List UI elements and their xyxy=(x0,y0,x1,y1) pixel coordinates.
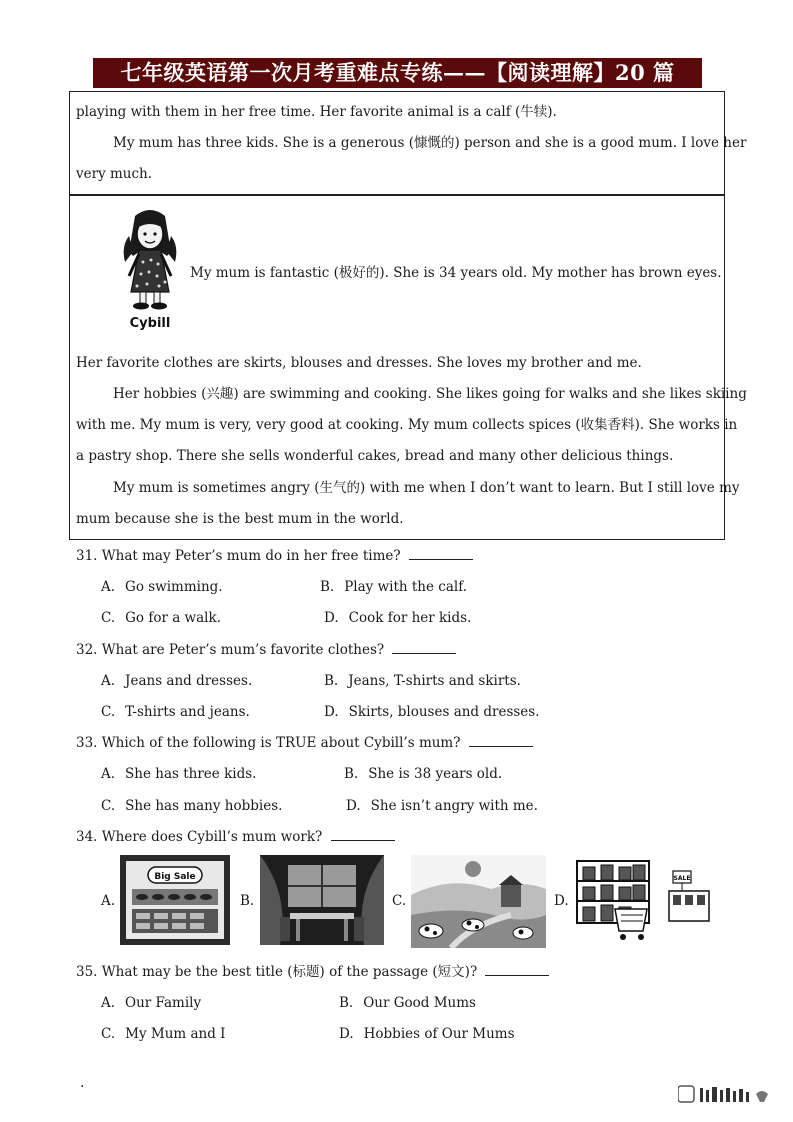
option-33-b[interactable]: B. She is 38 years old. xyxy=(344,766,503,782)
option-33-a[interactable]: A. She has three kids. xyxy=(101,766,257,782)
question-number: 33. xyxy=(76,735,98,751)
question-31 xyxy=(76,547,473,565)
passage-2-line-7: mum because she is the best mum in the world. xyxy=(76,511,404,527)
cybill-caption: Cybill xyxy=(129,316,171,331)
supermarket-picture[interactable] xyxy=(575,855,713,945)
option-33-d[interactable]: D. She isn’t angry with me. xyxy=(346,798,538,814)
question-text: Where does Cybill’s mum work? xyxy=(101,829,323,845)
cybill-girl-image xyxy=(115,206,185,331)
picture-label-b[interactable]: B. xyxy=(240,893,255,909)
option-35-b[interactable]: B. Our Good Mums xyxy=(339,995,476,1011)
picture-label-c[interactable]: C. xyxy=(392,893,407,909)
option-35-a[interactable]: A. Our Family xyxy=(101,995,202,1011)
option-32-c[interactable]: C. T-shirts and jeans. xyxy=(101,704,250,720)
question-number: 31. xyxy=(76,548,98,564)
question-number: 35. xyxy=(76,964,98,980)
restaurant-picture[interactable] xyxy=(260,855,384,945)
answer-blank[interactable] xyxy=(392,641,456,654)
option-35-c[interactable]: C. My Mum and I xyxy=(101,1026,226,1042)
option-32-b[interactable]: B. Jeans, T-shirts and skirts. xyxy=(324,673,521,689)
passage-2-line-5: a pastry shop. There she sells wonderful cakes, bread and many other delicious things. xyxy=(76,448,674,464)
picture-label-a[interactable]: A. xyxy=(101,893,116,909)
option-35-d[interactable]: D. Hobbies of Our Mums xyxy=(339,1026,515,1042)
page-banner-title: 七年级英语第一次月考重难点专练——【阅读理解】20 篇 xyxy=(93,58,702,88)
question-number: 32. xyxy=(76,642,98,658)
question-32 xyxy=(76,641,456,659)
footer-dot: . xyxy=(80,1075,85,1091)
big-sale-sign: Big Sale xyxy=(154,872,196,882)
pastry-shop-picture[interactable] xyxy=(120,855,230,945)
passage-1-line-3: very much. xyxy=(76,166,153,182)
answer-blank[interactable] xyxy=(469,734,533,747)
answer-blank[interactable] xyxy=(331,828,395,841)
passage-2-line-3: Her hobbies (兴趣) are swimming and cooking. She likes going for walks and she likes skiing xyxy=(113,386,747,402)
question-text: What may be the best title (标题) of the passage (短文)? xyxy=(101,964,478,980)
question-33 xyxy=(76,734,533,752)
passage-2-line-1: My mum is fantastic (极好的). She is 34 years old. My mother has brown eyes. xyxy=(190,265,722,281)
passage-1-box xyxy=(69,91,747,195)
option-32-d[interactable]: D. Skirts, blouses and dresses. xyxy=(324,704,540,720)
question-number: 34. xyxy=(76,829,98,845)
option-32-a[interactable]: A. Jeans and dresses. xyxy=(101,673,253,689)
question-34 xyxy=(76,828,395,846)
answer-blank[interactable] xyxy=(485,963,549,976)
option-31-a[interactable]: A. Go swimming. xyxy=(101,579,223,595)
option-31-d[interactable]: D. Cook for her kids. xyxy=(324,610,472,626)
question-text: What are Peter’s mum’s favorite clothes? xyxy=(101,642,385,658)
passage-1-line-1: playing with them in her free time. Her favorite animal is a calf (牛犊). xyxy=(76,104,557,120)
question-text: Which of the following is TRUE about Cybill’s mum? xyxy=(101,735,461,751)
passage-2-line-6: My mum is sometimes angry (生气的) with me when I don’t want to learn. But I still love my xyxy=(113,480,740,496)
question-35 xyxy=(76,963,549,981)
passage-1-line-2: My mum has three kids. She is a generous (慷慨的) person and she is a good mum. I love her xyxy=(113,135,747,151)
farm-picture[interactable] xyxy=(411,855,546,948)
passage-2-box xyxy=(69,195,747,540)
question-text: What may Peter’s mum do in her free time? xyxy=(101,548,401,564)
answer-blank[interactable] xyxy=(409,547,473,560)
passage-2-line-2: Her favorite clothes are skirts, blouses and dresses. She loves my brother and me. xyxy=(76,355,642,371)
option-33-c[interactable]: C. She has many hobbies. xyxy=(101,798,283,814)
picture-label-d[interactable]: D. xyxy=(554,893,569,909)
option-31-b[interactable]: B. Play with the calf. xyxy=(320,579,468,595)
passage-2-line-4: with me. My mum is very, very good at cooking. My mum collects spices (收集香料). She works in xyxy=(76,417,738,433)
watermark-logo xyxy=(678,1084,778,1106)
option-31-c[interactable]: C. Go for a walk. xyxy=(101,610,221,626)
sale-sign: SALE xyxy=(673,875,691,882)
